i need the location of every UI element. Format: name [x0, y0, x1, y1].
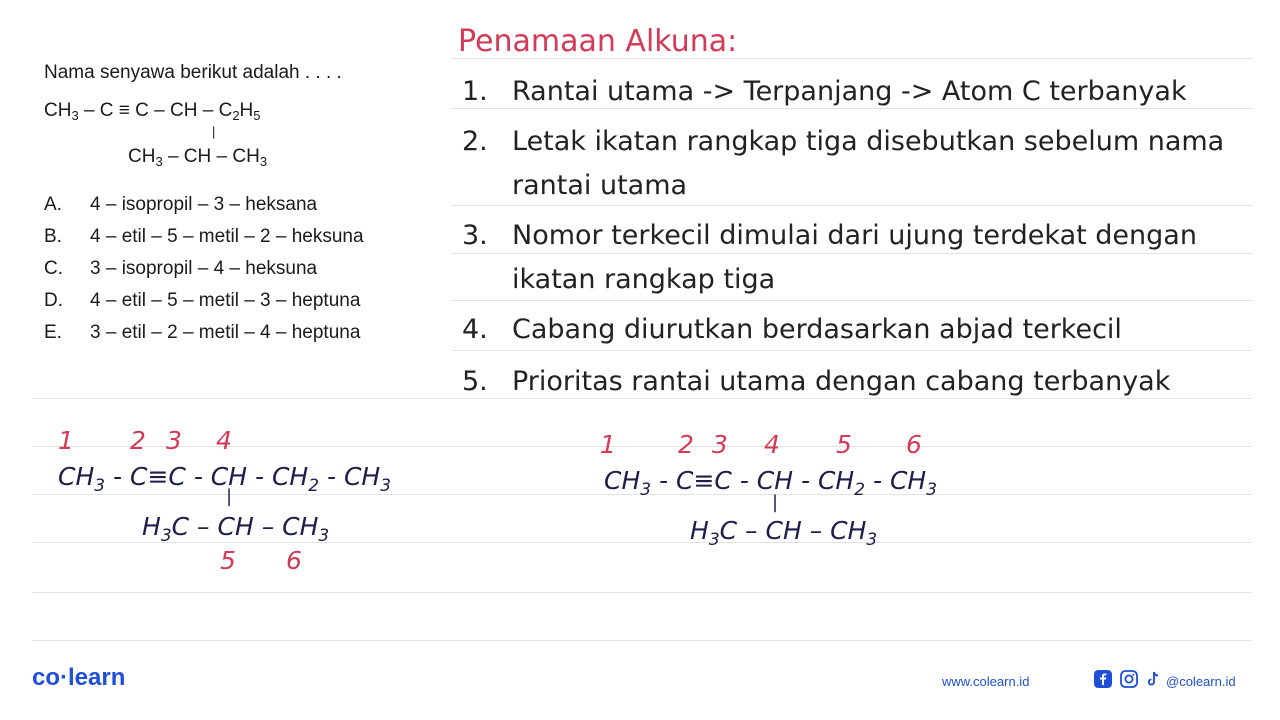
rule-item-3 [462, 220, 1197, 251]
rule-text: Rantai utama -> Terpanjang -> Atom C terbanyak [512, 76, 1187, 107]
handwritten-bond: | [772, 492, 779, 513]
rule-line [32, 592, 1252, 593]
option-e[interactable] [44, 322, 360, 344]
carbon-number: 4 [764, 430, 780, 459]
rule-number: 5. [462, 366, 488, 397]
rule-number: 4. [462, 314, 488, 345]
structural-formula-branch: $CH_3$ – CH – $CH_3$ [128, 146, 268, 169]
carbon-number: 6 [286, 546, 302, 575]
handwritten-main-chain: $CH_3 - C\equiv C$ - CH - $CH_2 - CH_3$ [58, 462, 392, 496]
carbon-number: 1 [600, 430, 616, 459]
rule-text-continuation: rantai utama [512, 170, 688, 201]
handwritten-bond: | [226, 486, 233, 507]
rule-number: 2. [462, 126, 488, 157]
question-title: Nama senyawa berikut adalah . . . . [44, 62, 342, 83]
carbon-number: 1 [58, 426, 74, 455]
option-d[interactable] [44, 290, 360, 312]
rule-text-continuation: ikatan rangkap tiga [512, 264, 776, 295]
rule-number: 3. [462, 220, 488, 251]
tiktok-icon[interactable] [1144, 670, 1162, 688]
handwritten-main-chain: $CH_3 - C\equiv C$ - CH - $CH_2 - CH_3$ [604, 466, 938, 500]
rule-line [452, 300, 1252, 301]
option-c[interactable] [44, 258, 317, 280]
option-letter: B. [44, 226, 62, 247]
option-text: 4 – etil – 5 – metil – 3 – heptuna [90, 290, 361, 311]
website-link[interactable]: www.colearn.id [942, 674, 1030, 689]
facebook-icon[interactable] [1094, 670, 1112, 688]
rule-line [32, 446, 1252, 447]
rule-text: Prioritas rantai utama dengan cabang terbanyak [512, 366, 1171, 397]
carbon-number: 2 [130, 426, 146, 455]
option-letter: D. [44, 290, 63, 311]
rule-line [452, 205, 1252, 206]
option-text: 3 – isopropil – 4 – heksuna [90, 258, 318, 279]
rule-line [32, 640, 1252, 641]
carbon-number: 2 [678, 430, 694, 459]
rule-line [452, 253, 1252, 254]
carbon-number: 6 [906, 430, 922, 459]
rule-line [452, 350, 1252, 351]
handwritten-branch: $H_3C$ – CH – $CH_3$ [690, 516, 878, 550]
colearn-logo: co·learn [32, 664, 126, 691]
option-letter: E. [44, 322, 62, 343]
instagram-icon[interactable] [1120, 670, 1138, 688]
rule-text: Nomor terkecil dimulai dari ujung terdekat dengan [512, 220, 1197, 251]
rules-title: Penamaan Alkuna: [458, 24, 738, 59]
rule-item-2 [462, 126, 1224, 157]
option-b[interactable] [44, 226, 364, 248]
carbon-number: 3 [166, 426, 182, 455]
rule-number: 1. [462, 76, 488, 107]
carbon-number: 4 [216, 426, 232, 455]
option-text: 4 – etil – 5 – metil – 2 – heksuna [90, 226, 364, 247]
option-a[interactable] [44, 194, 317, 216]
social-handle: @colearn.id [1166, 674, 1236, 689]
carbon-number: 3 [712, 430, 728, 459]
branch-bond: | [212, 124, 216, 139]
rule-item-4 [462, 314, 1122, 345]
option-text: 4 – isopropil – 3 – heksana [90, 194, 318, 215]
rule-text: Letak ikatan rangkap tiga disebutkan sebelum nama [512, 126, 1225, 157]
carbon-number: 5 [220, 546, 236, 575]
option-letter: C. [44, 258, 63, 279]
rule-line [32, 398, 1252, 399]
structural-formula-main-chain: $CH_3 - C \equiv C$ – CH – $C_2H_5$ [44, 100, 261, 123]
carbon-number: 5 [836, 430, 852, 459]
rule-line [452, 108, 1252, 109]
option-letter: A. [44, 194, 62, 215]
handwritten-branch: $H_3C$ – CH – $CH_3$ [142, 512, 330, 546]
option-text: 3 – etil – 2 – metil – 4 – heptuna [90, 322, 361, 343]
rule-text: Cabang diurutkan berdasarkan abjad terkecil [512, 314, 1122, 345]
rule-item-1 [462, 76, 1187, 107]
rule-item-5 [462, 366, 1170, 397]
